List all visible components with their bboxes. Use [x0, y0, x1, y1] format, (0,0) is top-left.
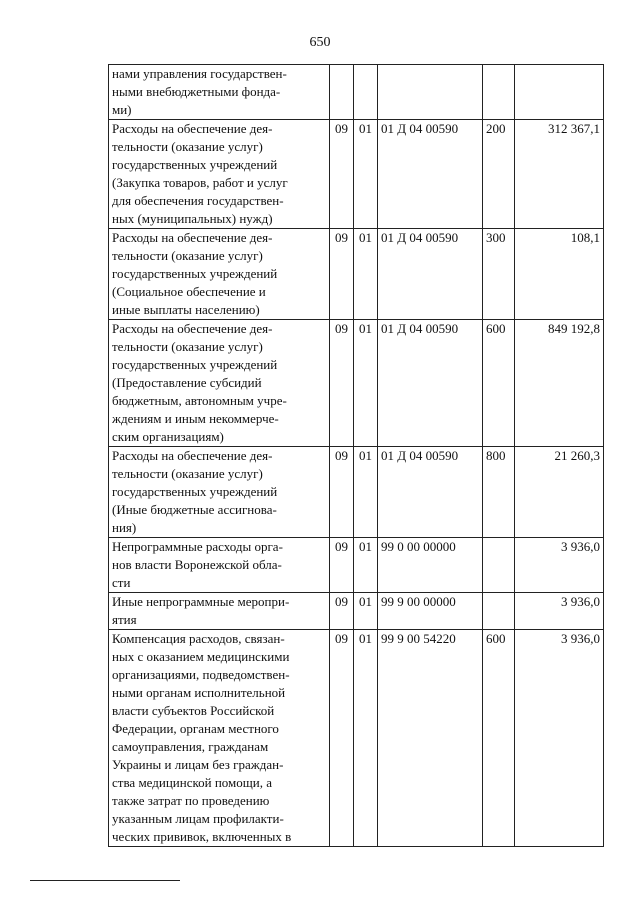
- row-sum-cell: 3 936,0: [515, 593, 604, 630]
- row-sum-cell: 21 260,3: [515, 447, 604, 538]
- row-section-cell: 09: [330, 593, 354, 630]
- row-expense-type-cell: [483, 538, 515, 593]
- row-target-article-cell: 01 Д 04 00590: [378, 229, 483, 320]
- table-row: [109, 630, 604, 847]
- row-expense-type-cell: 300: [483, 229, 515, 320]
- row-subsection-cell: 01: [354, 229, 378, 320]
- row-subsection-cell: 01: [354, 538, 378, 593]
- table-row: [109, 538, 604, 593]
- row-target-article-cell: 99 0 00 00000: [378, 538, 483, 593]
- budget-table-body: [109, 65, 604, 847]
- row-subsection-cell: 01: [354, 120, 378, 229]
- row-section-cell: 09: [330, 630, 354, 847]
- row-section-cell: 09: [330, 447, 354, 538]
- row-subsection-cell: [354, 65, 378, 120]
- row-expense-type-cell: 600: [483, 630, 515, 847]
- table-row: [109, 320, 604, 447]
- row-target-article-cell: [378, 65, 483, 120]
- row-subsection-cell: 01: [354, 630, 378, 847]
- table-row: [109, 229, 604, 320]
- row-expense-type-cell: [483, 593, 515, 630]
- row-expense-type-cell: 600: [483, 320, 515, 447]
- row-sum-cell: 3 936,0: [515, 538, 604, 593]
- row-target-article-cell: 99 9 00 54220: [378, 630, 483, 847]
- row-expense-type-cell: [483, 65, 515, 120]
- row-name-cell: Расходы на обеспечение дея- тельности (оказание услуг) государственных учреждений (Предоставление субсидий бюджетным, автономным учре- ждениям и иным некоммерче- ским организациям): [109, 320, 330, 447]
- row-section-cell: 09: [330, 120, 354, 229]
- row-section-cell: [330, 65, 354, 120]
- row-name-cell: нами управления государствен- ными внебюджетными фонда- ми): [109, 65, 330, 120]
- table-row: [109, 593, 604, 630]
- row-name-cell: Расходы на обеспечение дея- тельности (оказание услуг) государственных учреждений (Иные бюджетные ассигнова- ния): [109, 447, 330, 538]
- row-sum-cell: 3 936,0: [515, 630, 604, 847]
- row-sum-cell: 849 192,8: [515, 320, 604, 447]
- row-name-cell: Расходы на обеспечение дея- тельности (оказание услуг) государственных учреждений (Социальное обеспечение и иные выплаты населению): [109, 229, 330, 320]
- row-expense-type-cell: 800: [483, 447, 515, 538]
- row-name-cell: Расходы на обеспечение дея- тельности (оказание услуг) государственных учреждений (Закупка товаров, работ и услуг для обеспечения государствен- ных (муниципальных) нужд): [109, 120, 330, 229]
- row-target-article-cell: 01 Д 04 00590: [378, 447, 483, 538]
- row-section-cell: 09: [330, 320, 354, 447]
- table-row: [109, 447, 604, 538]
- row-section-cell: 09: [330, 229, 354, 320]
- row-name-cell: Иные непрограммные меропри- ятия: [109, 593, 330, 630]
- table-row: [109, 65, 604, 120]
- row-name-cell: Непрограммные расходы орга- нов власти Воронежской обла- сти: [109, 538, 330, 593]
- row-sum-cell: 312 367,1: [515, 120, 604, 229]
- footnote-rule: [30, 880, 180, 881]
- row-target-article-cell: 01 Д 04 00590: [378, 120, 483, 229]
- budget-table: [108, 64, 604, 847]
- row-sum-cell: [515, 65, 604, 120]
- table-row: [109, 120, 604, 229]
- row-subsection-cell: 01: [354, 447, 378, 538]
- row-target-article-cell: 01 Д 04 00590: [378, 320, 483, 447]
- row-subsection-cell: 01: [354, 593, 378, 630]
- row-section-cell: 09: [330, 538, 354, 593]
- row-sum-cell: 108,1: [515, 229, 604, 320]
- row-subsection-cell: 01: [354, 320, 378, 447]
- page-number: 650: [309, 35, 331, 50]
- row-target-article-cell: 99 9 00 00000: [378, 593, 483, 630]
- row-name-cell: Компенсация расходов, связан- ных с оказанием медицинскими организациями, подведомствен- ными органам исполнительной власти субъектов Российской Федерации, органам местного самоуправления, гражданам Украины и лицам без граждан- ства медицинской помощи, а также затрат по проведению указанным лицам профилакти- ческих прививок, включенных в: [109, 630, 330, 847]
- row-expense-type-cell: 200: [483, 120, 515, 229]
